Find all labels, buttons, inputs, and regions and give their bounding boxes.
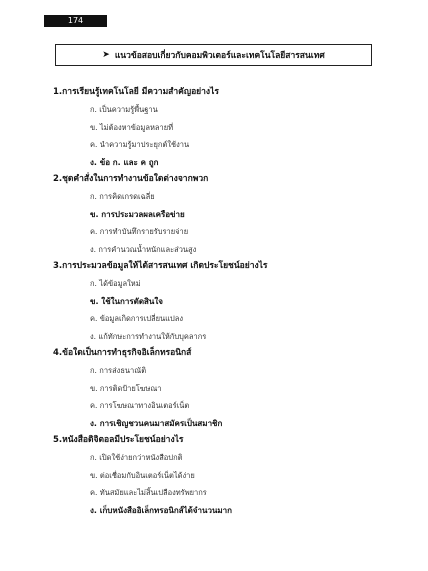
choice-item: ค. การทำบันทึกรายรับรายจ่าย [90,227,189,236]
choice-item: ข. การติดป้ายโฆษณา [90,383,162,393]
choice-item-correct: ง. การเชิญชวนคนมาสมัครเป็นสมาชิก [90,418,223,428]
question-text: 5.หนังสือดิจิตอลมีประโยชน์อย่างไร [53,435,184,445]
section-title-box [55,44,372,66]
question-text: 2.ชุดคำสั่งในการทำงานข้อใดต่างจากพวก [53,174,209,184]
choice-item: ก. ได้ข้อมูลใหม่ [90,279,141,288]
question-list [53,84,393,519]
question-text: 4.ข้อใดเป็นการทำธุรกิจอิเล็กทรอนิกส์ [53,348,192,358]
choice-item: ก. เป็นความรู้พื้นฐาน [90,105,158,114]
choice-item-correct: ง. ข้อ ก. และ ค ถูก [90,157,159,167]
question-block-3 [53,258,393,345]
question-block-1 [53,84,393,171]
choice-item-correct: ข. ใช้ในการตัดสินใจ [90,296,163,306]
choice-item: ค. นำความรู้มาประยุกต์ใช้งาน [90,140,190,149]
choice-item: ก. การส่งธนาณัติ [90,366,147,375]
arrow-bullet-icon: ➤ [102,50,110,60]
choice-item: ง. แก้ทักษะการทำงานให้กับบุคลากร [90,331,207,341]
question-block-4 [53,345,393,432]
choice-item-correct: ข. การประมวลผลเครือข่าย [90,209,185,219]
question-block-5 [53,432,393,519]
choice-item: ง. การคำนวณน้ำหนักและส่วนสูง [90,244,197,254]
section-title: แนวข้อสอบเกี่ยวกับคอมพิวเตอร์และเทคโนโลยีสารสนเทศ [114,51,325,61]
choice-item-correct: ง. เก็บหนังสืออิเล็กทรอนิกส์ได้จำนวนมาก [90,505,233,515]
question-text: 1.การเรียนรู้เทคโนโลยี มีความสำคัญอย่างไร [53,87,219,97]
choice-item: ก. เปิดใช้ง่ายกว่าหนังสือปกติ [90,453,183,462]
page-number: 174 [44,15,107,27]
choice-item: ข. ต่อเชื่อมกับอินเตอร์เน็ตได้ง่าย [90,470,195,480]
question-text: 3.การประมวลข้อมูลให้ได้สารสนเทศ เกิดประโยชน์อย่างไร [53,261,268,271]
choice-item: ค. ข้อมูลเกิดการเปลี่ยนแปลง [90,314,184,323]
choice-item: ก. การคิดเกรดเฉลี่ย [90,192,155,201]
choice-item: ค. ทันสมัยและไม่สิ้นเปลืองทรัพยากร [90,488,207,497]
choice-item: ค. การโฆษณาทางอินเตอร์เน็ต [90,401,190,410]
choice-item: ข. ไม่ต้องหาข้อมูลหลายที่ [90,122,174,132]
question-block-2 [53,171,393,258]
